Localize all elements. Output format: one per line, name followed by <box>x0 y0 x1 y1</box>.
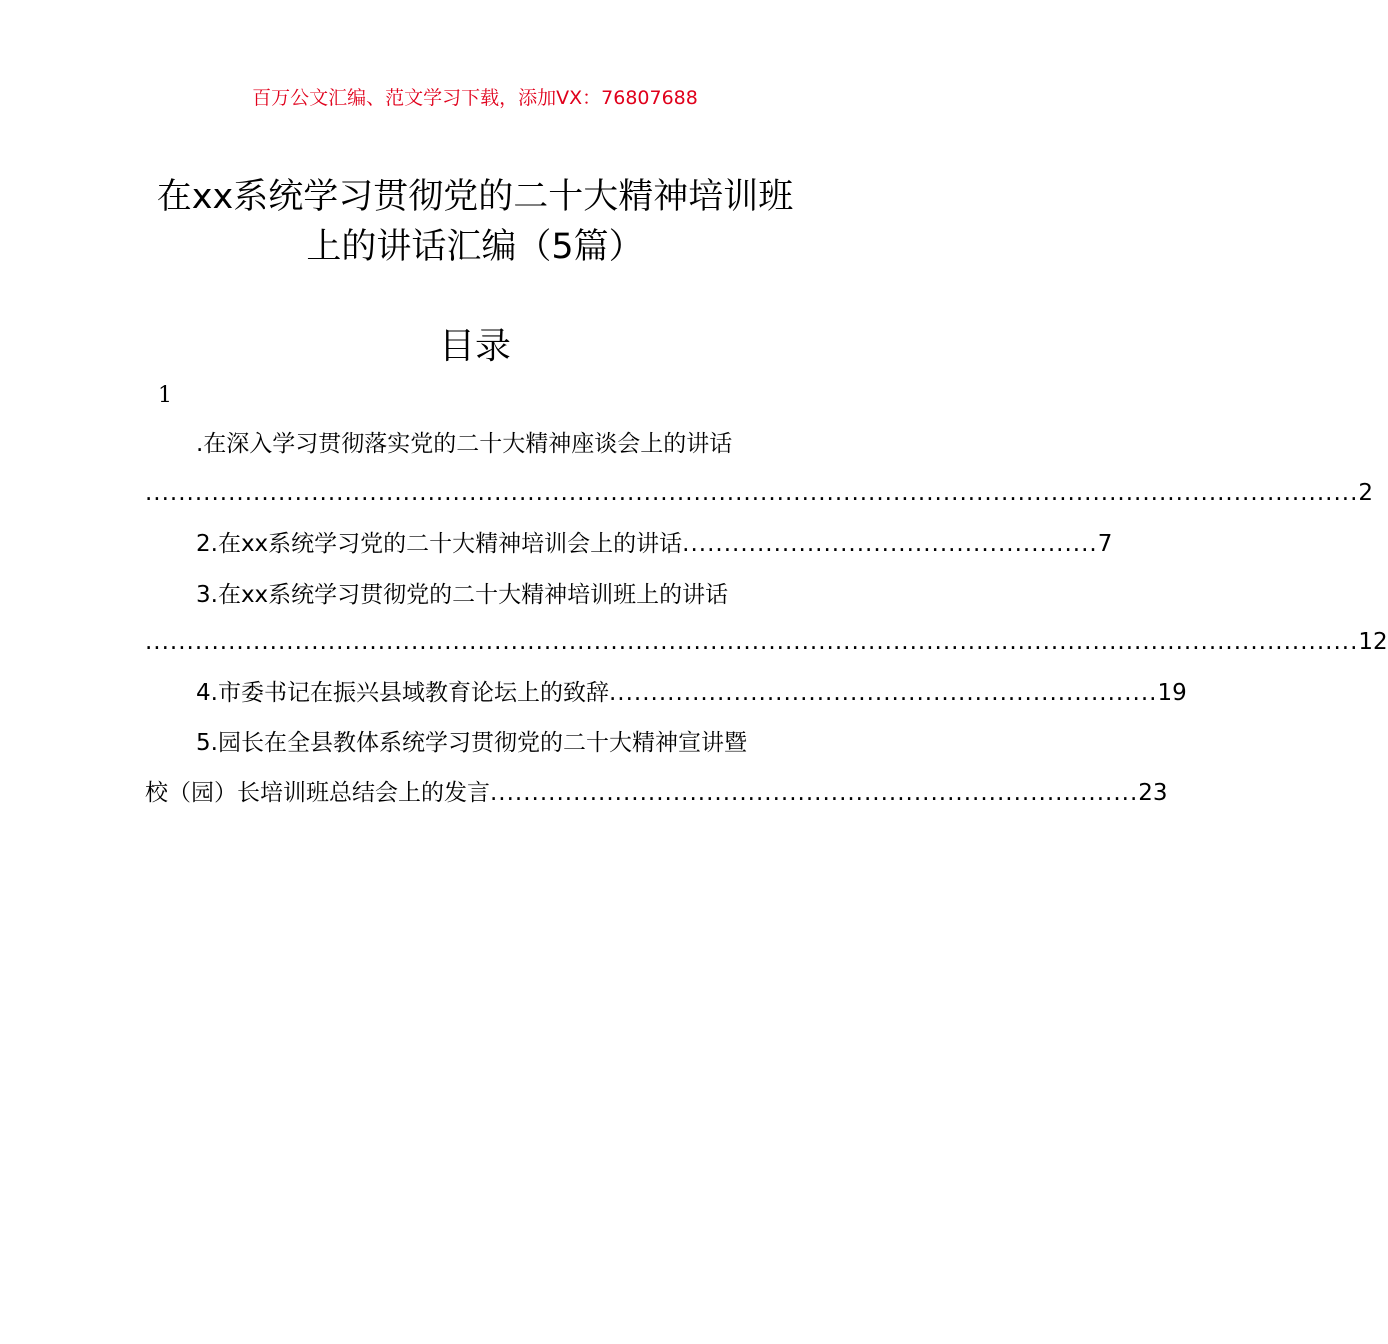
toc-entry-5-text-line-2: 校（园）长培训班总结会上的发言 <box>145 780 490 806</box>
toc-entry-3-page: 12 <box>1358 629 1388 655</box>
toc-entry-4-text: 4.市委书记在振兴县域教育论坛上的致辞 <box>196 680 609 706</box>
toc-entry-4-page: 19 <box>1157 680 1187 706</box>
toc-entry-3-leader-row[interactable] <box>145 622 1388 662</box>
toc-entry-5-text-line-1[interactable]: 5.园长在全县教体系统学习贯彻党的二十大精神宣讲暨 <box>196 730 747 756</box>
toc-stray-number: 1 <box>158 383 172 408</box>
document-title <box>100 172 850 272</box>
toc-entry-2-text: 2.在xx系统学习党的二十大精神培训会上的讲话 <box>196 531 683 557</box>
toc-entry-1-text[interactable]: .在深入学习贯彻落实党的二十大精神座谈会上的讲话 <box>196 431 733 457</box>
toc-entry-2-page: 7 <box>1097 531 1113 557</box>
toc-entry-2[interactable] <box>196 524 1113 564</box>
header-banner: 百万公文汇编、范文学习下载，添加VX：76807688 <box>252 87 698 109</box>
toc-entry-5-page: 23 <box>1138 780 1168 806</box>
dot-leader: .................................................................. <box>608 680 1158 706</box>
toc-entry-1-page: 2 <box>1358 480 1374 506</box>
toc-entry-3-text[interactable]: 3.在xx系统学习贯彻党的二十大精神培训班上的讲话 <box>196 582 729 608</box>
toc-entry-1-leader-row[interactable] <box>145 473 1374 513</box>
title-line-1: 在xx系统学习贯彻党的二十大精神培训班 <box>156 177 794 217</box>
title-line-2: 上的讲话汇编（5篇） <box>306 227 644 267</box>
dot-leader: .............................................................................. <box>490 780 1139 806</box>
dot-leader: .................................................................................................................................................. <box>145 629 1359 655</box>
toc-entry-5[interactable] <box>145 773 1168 813</box>
dot-leader: .................................................. <box>682 531 1098 557</box>
toc-heading: 目录 <box>438 326 511 367</box>
toc-entry-4[interactable] <box>196 673 1187 713</box>
dot-leader: .................................................................................................................................................. <box>145 480 1359 506</box>
